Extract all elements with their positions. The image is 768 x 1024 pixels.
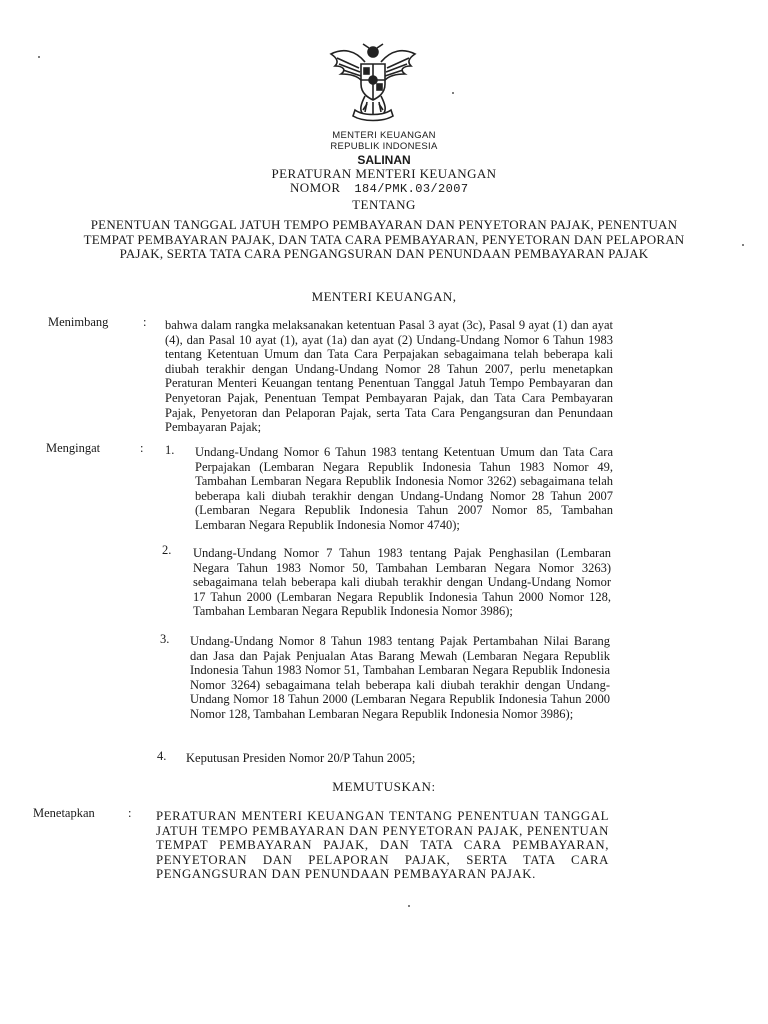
regulation-title: PERATURAN MENTERI KEUANGAN (271, 166, 497, 181)
mengingat-item-number: 1. (165, 443, 175, 457)
copy-stamp: SALINAN (357, 153, 411, 167)
mengingat-item-number: 3. (160, 632, 170, 646)
menimbang-colon: : (143, 315, 147, 329)
menimbang-text: bahwa dalam rangka melaksanakan ketentuan Pasal 3 ayat (3c), Pasal 9 ayat (1) dan ayat (4), dan Pasal 10 ayat (1), ayat (1a) dan ayat (2) Undang-Undang Nomor 6 Tahun 1983 tentang Ketentuan Umum dan Tata Cara Perpajakan sebagaimana telah beberapa kali diubah terakhir dengan Undang-Undang Nomor 28 Tahun 2007, perlu menetapkan Peraturan Menteri Keuangan tentang Penentuan Tanggal Jatuh Tempo Pembayaran dan Penyetoran Pajak, Penentuan Tempat Pembayaran Pajak, dan Tata Cara Pembayaran Pajak, Penyetoran dan Pelaporan Pajak, serta Tata Cara Pengangsuran dan Penundaan Pembayaran Pajak; (165, 318, 613, 435)
mengingat-item-text: Undang-Undang Nomor 8 Tahun 1983 tentang Pajak Pertambahan Nilai Barang dan Jasa dan Pajak Penjualan Atas Barang Mewah (Lembaran Negara Republik Indonesia Tahun 1983 Nomor 51, Tambahan Lembaran Negara Republik Indonesia Nomor 3264) sebagaimana telah beberapa kali diubah terakhir dengan Undang-Undang Nomor 18 Tahun 2000 (Lembaran Negara Republik Indonesia Tahun 2000 Nomor 128, Tambahan Lembaran Negara Republik Indonesia Nomor 3986); (190, 634, 610, 721)
scan-speck (452, 92, 454, 94)
mengingat-item-text: Keputusan Presiden Nomor 20/P Tahun 2005; (186, 751, 416, 765)
garuda-emblem-icon (325, 40, 421, 126)
mengingat-colon: : (140, 441, 144, 455)
menimbang-label: Menimbang (48, 315, 109, 329)
memutuskan-heading: MEMUTUSKAN: (332, 779, 436, 794)
nomor-label: NOMOR (290, 180, 341, 195)
mengingat-item-number: 2. (162, 543, 172, 557)
menetapkan-text: PERATURAN MENTERI KEUANGAN TENTANG PENENTUAN TANGGAL JATUH TEMPO PEMBAYARAN DAN PENYETORAN PAJAK, PENENTUAN TEMPAT PEMBAYARAN PAJAK, DAN TATA CARA PEMBAYARAN, PENYETORAN DAN PELAPORAN PAJAK, SERTA TATA CARA PENGANGSURAN DAN PENUNDAAN PEMBAYARAN PAJAK. (156, 809, 609, 881)
tentang-heading: TENTANG (352, 197, 416, 212)
regulation-subject: PENENTUAN TANGGAL JATUH TEMPO PEMBAYARAN DAN PENYETORAN PAJAK, PENENTUAN TEMPAT PEMBAYARAN PAJAK, DAN TATA CARA PEMBAYARAN, PENYETORAN DAN PELAPORAN PAJAK, SERTA TATA CARA PENGANGSURAN DAN PENUNDAAN PEMBAYARAN PAJAK (83, 217, 685, 261)
mengingat-item-text: Undang-Undang Nomor 7 Tahun 1983 tentang Pajak Penghasilan (Lembaran Negara Tahun 1983 Nomor 50, Tambahan Lembaran Negara Nomor 3263) sebagaimana telah beberapa kali diubah terakhir dengan Undang-Undang Nomor 17 Tahun 2000 (Lembaran Negara Republik Indonesia Tahun 2000 Nomor 128, Tambahan Lembaran Negara Republik Indonesia Nomor 3986); (193, 546, 611, 619)
ministry-name: MENTERI KEUANGAN (332, 130, 436, 141)
country-name: REPUBLIK INDONESIA (330, 141, 438, 152)
scan-speck (408, 905, 410, 907)
nomor-value: 184/PMK.03/2007 (354, 182, 469, 196)
scan-speck (38, 56, 40, 58)
scan-speck (742, 244, 744, 246)
menetapkan-label: Menetapkan (33, 806, 95, 820)
mengingat-label: Mengingat (46, 441, 101, 455)
issuer-heading: MENTERI KEUANGAN, (311, 289, 457, 304)
regulation-number (290, 180, 468, 196)
mengingat-item-text: Undang-Undang Nomor 6 Tahun 1983 tentang Ketentuan Umum dan Tata Cara Perpajakan (Lembaran Negara Republik Indonesia Tahun 1983 Nomor 49, Tambahan Lembaran Negara Republik Indonesia Nomor 3262) sebagaimana telah beberapa kali diubah terakhir dengan Undang-Undang Nomor 28 Tahun 2007 (Lembaran Negara Republik Indonesia Tahun 2007 Nomor 85, Tambahan Lembaran Negara Republik Indonesia Nomor 4740); (195, 445, 613, 532)
menetapkan-colon: : (128, 806, 132, 820)
mengingat-item-number: 4. (157, 749, 167, 763)
